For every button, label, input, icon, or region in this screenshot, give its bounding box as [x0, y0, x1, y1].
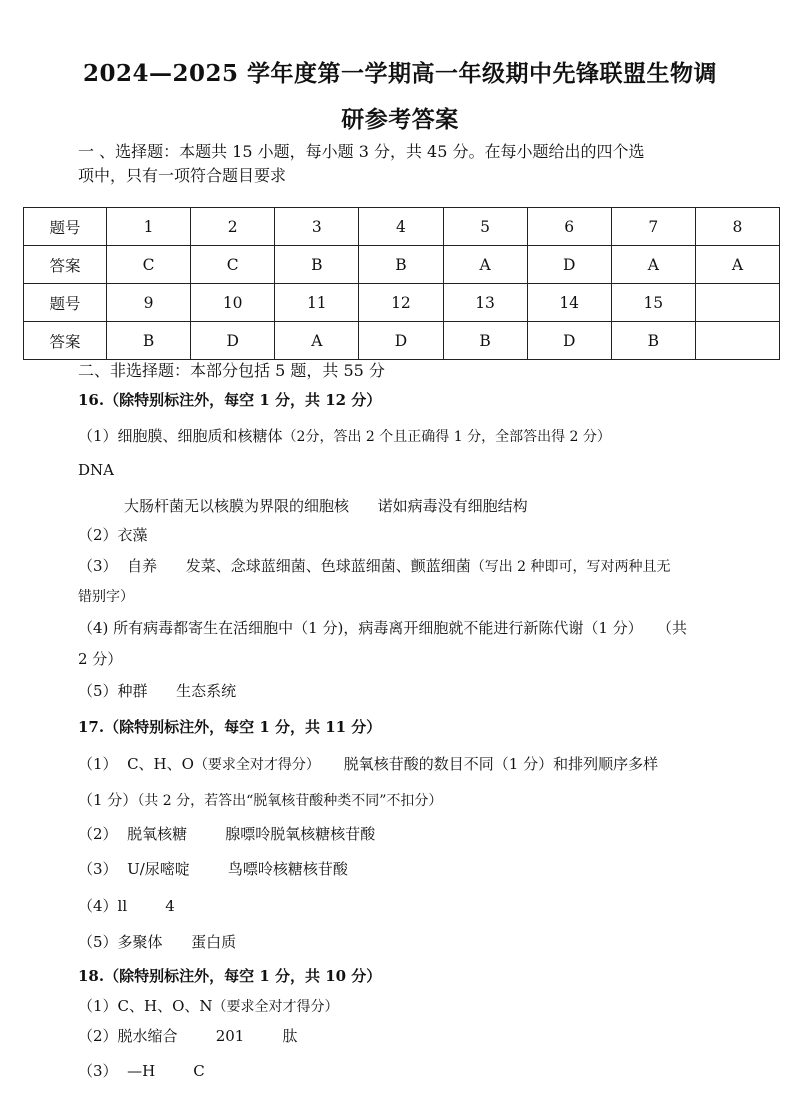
q16-answer-3: [78, 555, 671, 576]
q16-answer-3-note: （写出 2 种即可，写对两种且无: [470, 559, 671, 575]
q18-answer-1-text: （1）C、H、O、N: [78, 997, 213, 1015]
table-cell: C: [107, 246, 191, 284]
q18-answer-1-note: （要求全对才得分）: [212, 999, 339, 1015]
table-cell: 11: [275, 284, 359, 322]
table-cell: D: [527, 322, 611, 360]
table-cell: 4: [359, 208, 443, 246]
section1-line2: 项中，只有一项符合题目要求: [78, 166, 287, 185]
table-cell: 2: [191, 208, 275, 246]
q16-answer-dna: DNA: [78, 461, 114, 479]
table-cell: 答案: [24, 246, 107, 284]
q17-answer-2: （2） 脱氧核糖 腺嘌呤脱氧核糖核苷酸: [78, 825, 376, 843]
q17-answer-1: [78, 753, 658, 774]
table-cell: 3: [275, 208, 359, 246]
table-cell: 14: [527, 284, 611, 322]
q16-answer-1-text: （1）细胞膜、细胞质和核糖体: [78, 427, 283, 445]
table-cell: A: [443, 246, 527, 284]
table-cell: 5: [443, 208, 527, 246]
document-title-line2: 研参考答案: [341, 106, 459, 133]
document-title-line1: 2024—2025 学年度第一学期高一年级期中先锋联盟生物调: [82, 60, 718, 87]
table-cell: 6: [527, 208, 611, 246]
table-cell: 12: [359, 284, 443, 322]
q16-answer-3-note-cont: 错别字）: [78, 589, 134, 605]
table-row: [24, 284, 780, 322]
q17-answer-1-cont: [78, 789, 442, 810]
table-cell: C: [191, 246, 275, 284]
q18-answer-1: [78, 995, 339, 1016]
q18-answer-3: （3） —H C: [78, 1062, 205, 1080]
q17-answer-1-text: （1） C、H、O: [78, 755, 194, 773]
table-cell: 7: [611, 208, 695, 246]
q17-answer-1-cont-text: （1 分）: [78, 791, 138, 809]
table-row: [24, 322, 780, 360]
q18-heading: 18.（除特别标注外，每空 1 分，共 10 分）: [78, 967, 382, 985]
q16-answer-1-note: （2分，答出 2 个且正确得 1 分，全部答出得 2 分）: [282, 429, 611, 445]
q16-answer-reason: 大肠杆菌无以核膜为界限的细胞核 诺如病毒没有细胞结构: [124, 497, 528, 515]
q17-answer-1-text2: 脱氧核苷酸的数目不同（1 分）和排列顺序多样: [319, 755, 659, 773]
table-cell: A: [275, 322, 359, 360]
table-cell: B: [359, 246, 443, 284]
q16-answer-2: （2）衣藻: [78, 526, 148, 544]
table-row: [24, 246, 780, 284]
table-cell: 1: [107, 208, 191, 246]
table-cell: 13: [443, 284, 527, 322]
table-cell: 8: [695, 208, 779, 246]
table-cell: [695, 284, 779, 322]
answer-table: [23, 207, 780, 360]
table-cell: B: [275, 246, 359, 284]
section2-heading: 二、非选择题：本部分包括 5 题，共 55 分: [78, 361, 385, 380]
table-row: [24, 208, 780, 246]
table-cell: A: [695, 246, 779, 284]
q16-answer-1: [78, 425, 611, 446]
table-cell: D: [359, 322, 443, 360]
table-cell: B: [443, 322, 527, 360]
table-cell: D: [527, 246, 611, 284]
q16-answer-4-cont: 2 分）: [78, 650, 123, 668]
table-cell: 9: [107, 284, 191, 322]
q17-answer-4: （4）ll 4: [78, 897, 175, 915]
q17-answer-3: （3） U/尿嘧啶 鸟嘌呤核糖核苷酸: [78, 860, 348, 878]
q16-heading: 16.（除特别标注外，每空 1 分，共 12 分）: [78, 391, 382, 409]
q17-answer-1-cont-note: （共 2 分，若答出“脱氧核苷酸种类不同”不扣分）: [137, 793, 443, 809]
table-cell: B: [611, 322, 695, 360]
q16-answer-4: （4) 所有病毒都寄生在活细胞中（1 分)，病毒离开细胞就不能进行新陈代谢（1 分） （共: [78, 619, 687, 637]
table-cell: 10: [191, 284, 275, 322]
section1-line1: 一 、选择题：本题共 15 小题，每小题 3 分，共 45 分。在每小题给出的四个选: [78, 142, 645, 161]
q16-answer-3-text: （3） 自养 发菜、念球蓝细菌、色球蓝细菌、颤蓝细菌: [78, 557, 471, 575]
table-cell: 答案: [24, 322, 107, 360]
table-cell: D: [191, 322, 275, 360]
section1-instructions: [78, 140, 748, 188]
q17-heading: 17.（除特别标注外，每空 1 分，共 11 分）: [78, 718, 382, 736]
table-cell: 15: [611, 284, 695, 322]
table-cell: [695, 322, 779, 360]
table-cell: 题号: [24, 284, 107, 322]
q17-answer-1-note: （要求全对才得分）: [193, 757, 320, 773]
q16-answer-5: （5）种群 生态系统: [78, 682, 237, 700]
table-cell: A: [611, 246, 695, 284]
q18-answer-2: （2）脱水缩合 201 肽: [78, 1027, 298, 1045]
table-cell: 题号: [24, 208, 107, 246]
table-cell: B: [107, 322, 191, 360]
q17-answer-5: （5）多聚体 蛋白质: [78, 933, 237, 951]
